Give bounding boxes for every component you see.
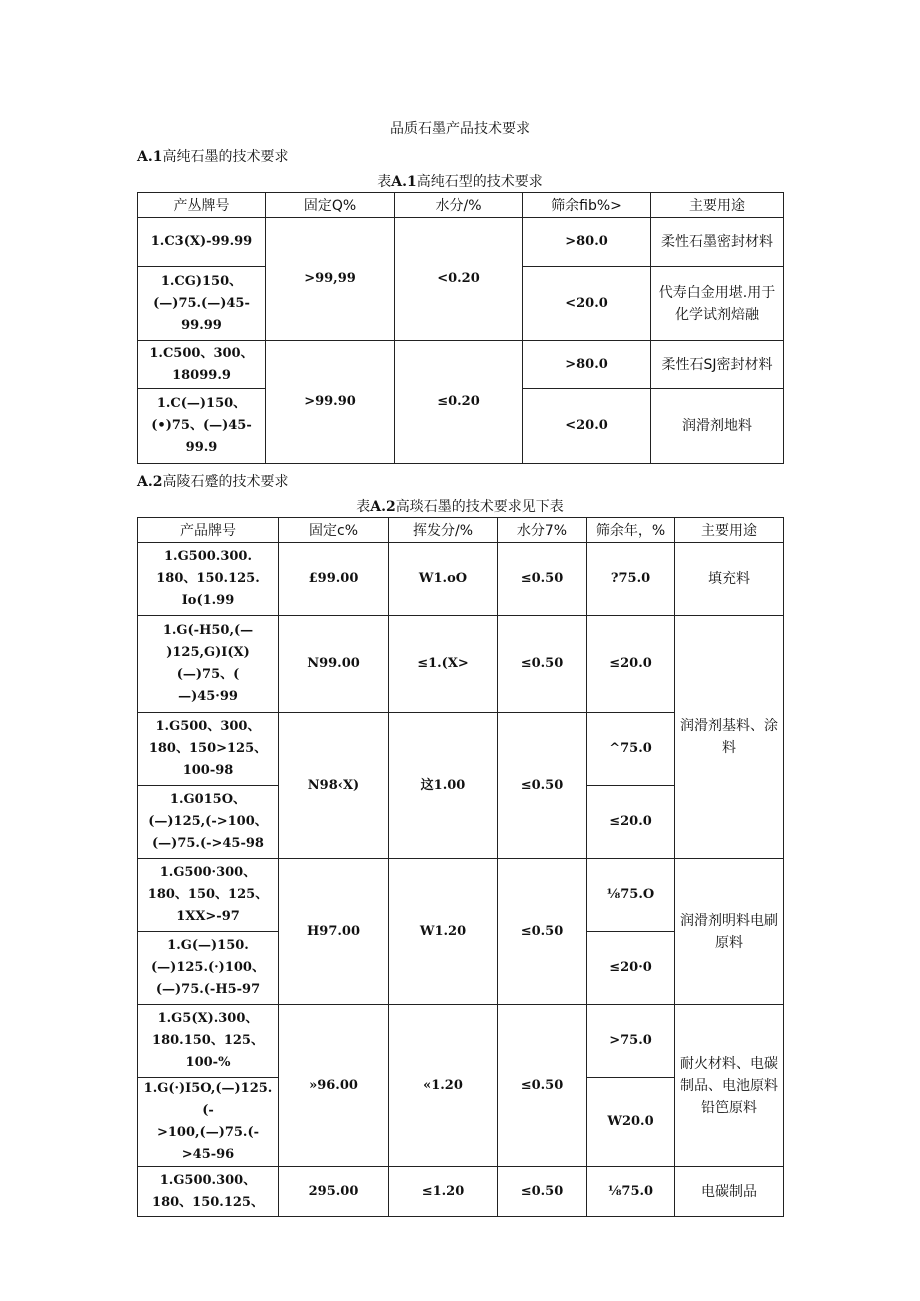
moisture-cell: ≤0.50: [498, 713, 587, 859]
sieve-cell: <20.0: [523, 267, 651, 341]
carbon-cell: »96.00: [279, 1005, 389, 1167]
column-header: 固定c%: [279, 518, 389, 543]
carbon-cell: >99,99: [266, 218, 395, 341]
volatile-cell: ≤1.(X>: [389, 616, 498, 713]
use-cell: 电碳制品: [675, 1167, 784, 1217]
column-header: 筛余年，%: [587, 518, 675, 543]
sieve-cell: <20.0: [523, 389, 651, 464]
column-header: 主要用途: [651, 193, 784, 218]
volatile-cell: ≤1.20: [389, 1167, 498, 1217]
column-header: 水分7%: [498, 518, 587, 543]
table-row: [138, 1167, 784, 1217]
column-header: 固定Q%: [266, 193, 395, 218]
grade-cell: 1.G500.300. 180、150.125. Io(1.99: [138, 543, 279, 616]
section-heading-text: 高陵石蹙的技术要求: [162, 474, 289, 490]
column-header: 产丛牌号: [138, 193, 266, 218]
use-cell: 填充料: [675, 543, 784, 616]
caption-text: 高琰石墨的技术要求见下表: [395, 499, 564, 515]
column-header: 主要用途: [675, 518, 784, 543]
volatile-cell: W1.20: [389, 859, 498, 1005]
sieve-cell: ≤20.0: [587, 616, 675, 713]
section-heading-a1: [137, 146, 288, 166]
table-row: [138, 1005, 784, 1078]
caption-number: A.1: [391, 174, 417, 190]
use-cell: 润滑剂基料、涂料: [675, 616, 784, 859]
sieve-cell: W20.0: [587, 1078, 675, 1167]
grade-cell: 1.G015O、 (—)125,(->100、 (—)75.(->45-98: [138, 786, 279, 859]
use-cell: 代寿白金用堪.用于化学试剂焙融: [651, 267, 784, 341]
volatile-cell: «1.20: [389, 1005, 498, 1167]
moisture-cell: ≤0.50: [498, 1167, 587, 1217]
sieve-cell: ≤20·0: [587, 932, 675, 1005]
grade-cell: 1.G(-H50,(— )125,G)I(X)(—)75、( —)45·99: [138, 616, 279, 713]
sieve-cell: ⅛75.O: [587, 859, 675, 932]
volatile-cell: 这1.00: [389, 713, 498, 859]
grade-cell: 1.G(·)I5O,(—)125.(- >100,(—)75.(->45-96: [138, 1078, 279, 1167]
carbon-cell: 295.00: [279, 1167, 389, 1217]
section-number: A.1: [137, 149, 163, 165]
grade-cell: 1.G(—)150. (—)125.(·)100、 (—)75.(-H5-97: [138, 932, 279, 1005]
column-header: 挥发分/%: [389, 518, 498, 543]
caption-prefix: 表: [356, 499, 371, 515]
column-header: 水分/%: [395, 193, 523, 218]
moisture-cell: ≤0.20: [395, 341, 523, 464]
document-title: 品质石墨产品技术要求: [390, 121, 530, 137]
table-row: [138, 859, 784, 932]
caption-text: 高纯石型的技术要求: [416, 174, 543, 190]
grade-cell: 1.C500、300、 18099.9: [138, 341, 266, 389]
sieve-cell: ⅛75.0: [587, 1167, 675, 1217]
use-cell: 柔性石墨密封材料: [651, 218, 784, 267]
moisture-cell: <0.20: [395, 218, 523, 341]
grade-cell: 1.C(—)150、 (•)75、(—)45- 99.9: [138, 389, 266, 464]
table-row: [138, 341, 784, 389]
sieve-cell: ≤20.0: [587, 786, 675, 859]
sieve-cell: ^75.0: [587, 713, 675, 786]
carbon-cell: N98‹X): [279, 713, 389, 859]
use-cell: 润滑剂地料: [651, 389, 784, 464]
carbon-cell: £99.00: [279, 543, 389, 616]
grade-cell: 1.G500.300、 180、150.125、: [138, 1167, 279, 1217]
table-caption-a2: [0, 496, 920, 516]
sieve-cell: >75.0: [587, 1005, 675, 1078]
table-row: [138, 543, 784, 616]
grade-cell: 1.G500·300、 180、150、125、 1XX>-97: [138, 859, 279, 932]
column-header: 产品牌号: [138, 518, 279, 543]
volatile-cell: W1.oO: [389, 543, 498, 616]
use-cell: 润滑剂明料电刷原料: [675, 859, 784, 1005]
moisture-cell: ≤0.50: [498, 543, 587, 616]
grade-cell: 1.CG)150、 (—)75.(—)45- 99.99: [138, 267, 266, 341]
table-high-carbon-graphite: [137, 517, 784, 1217]
grade-cell: 1.G500、300、 180、150>125、 100-98: [138, 713, 279, 786]
sieve-cell: ?75.0: [587, 543, 675, 616]
table-header-row: [138, 518, 784, 543]
section-number: A.2: [137, 474, 163, 490]
grade-cell: 1.C3(X)-99.99: [138, 218, 266, 267]
carbon-cell: H97.00: [279, 859, 389, 1005]
use-cell: 柔性石SJ密封材料: [651, 341, 784, 389]
grade-cell: 1.G5(X).300、 180.150、125、 100-%: [138, 1005, 279, 1078]
carbon-cell: N99.00: [279, 616, 389, 713]
table-high-purity-graphite: [137, 192, 784, 464]
table-row: [138, 218, 784, 267]
moisture-cell: ≤0.50: [498, 1005, 587, 1167]
sieve-cell: >80.0: [523, 341, 651, 389]
section-heading-a2: [137, 471, 288, 491]
table-caption-a1: [0, 171, 920, 191]
section-heading-text: 高纯石墨的技术要求: [162, 149, 289, 165]
use-cell: 耐火材料、电碳制品、电池原料铅笆原料: [675, 1005, 784, 1167]
moisture-cell: ≤0.50: [498, 859, 587, 1005]
caption-prefix: 表: [377, 174, 392, 190]
table-header-row: [138, 193, 784, 218]
carbon-cell: >99.90: [266, 341, 395, 464]
moisture-cell: ≤0.50: [498, 616, 587, 713]
column-header: 筛余fib%>: [523, 193, 651, 218]
table-row: [138, 616, 784, 713]
sieve-cell: >80.0: [523, 218, 651, 267]
caption-number: A.2: [370, 499, 396, 515]
